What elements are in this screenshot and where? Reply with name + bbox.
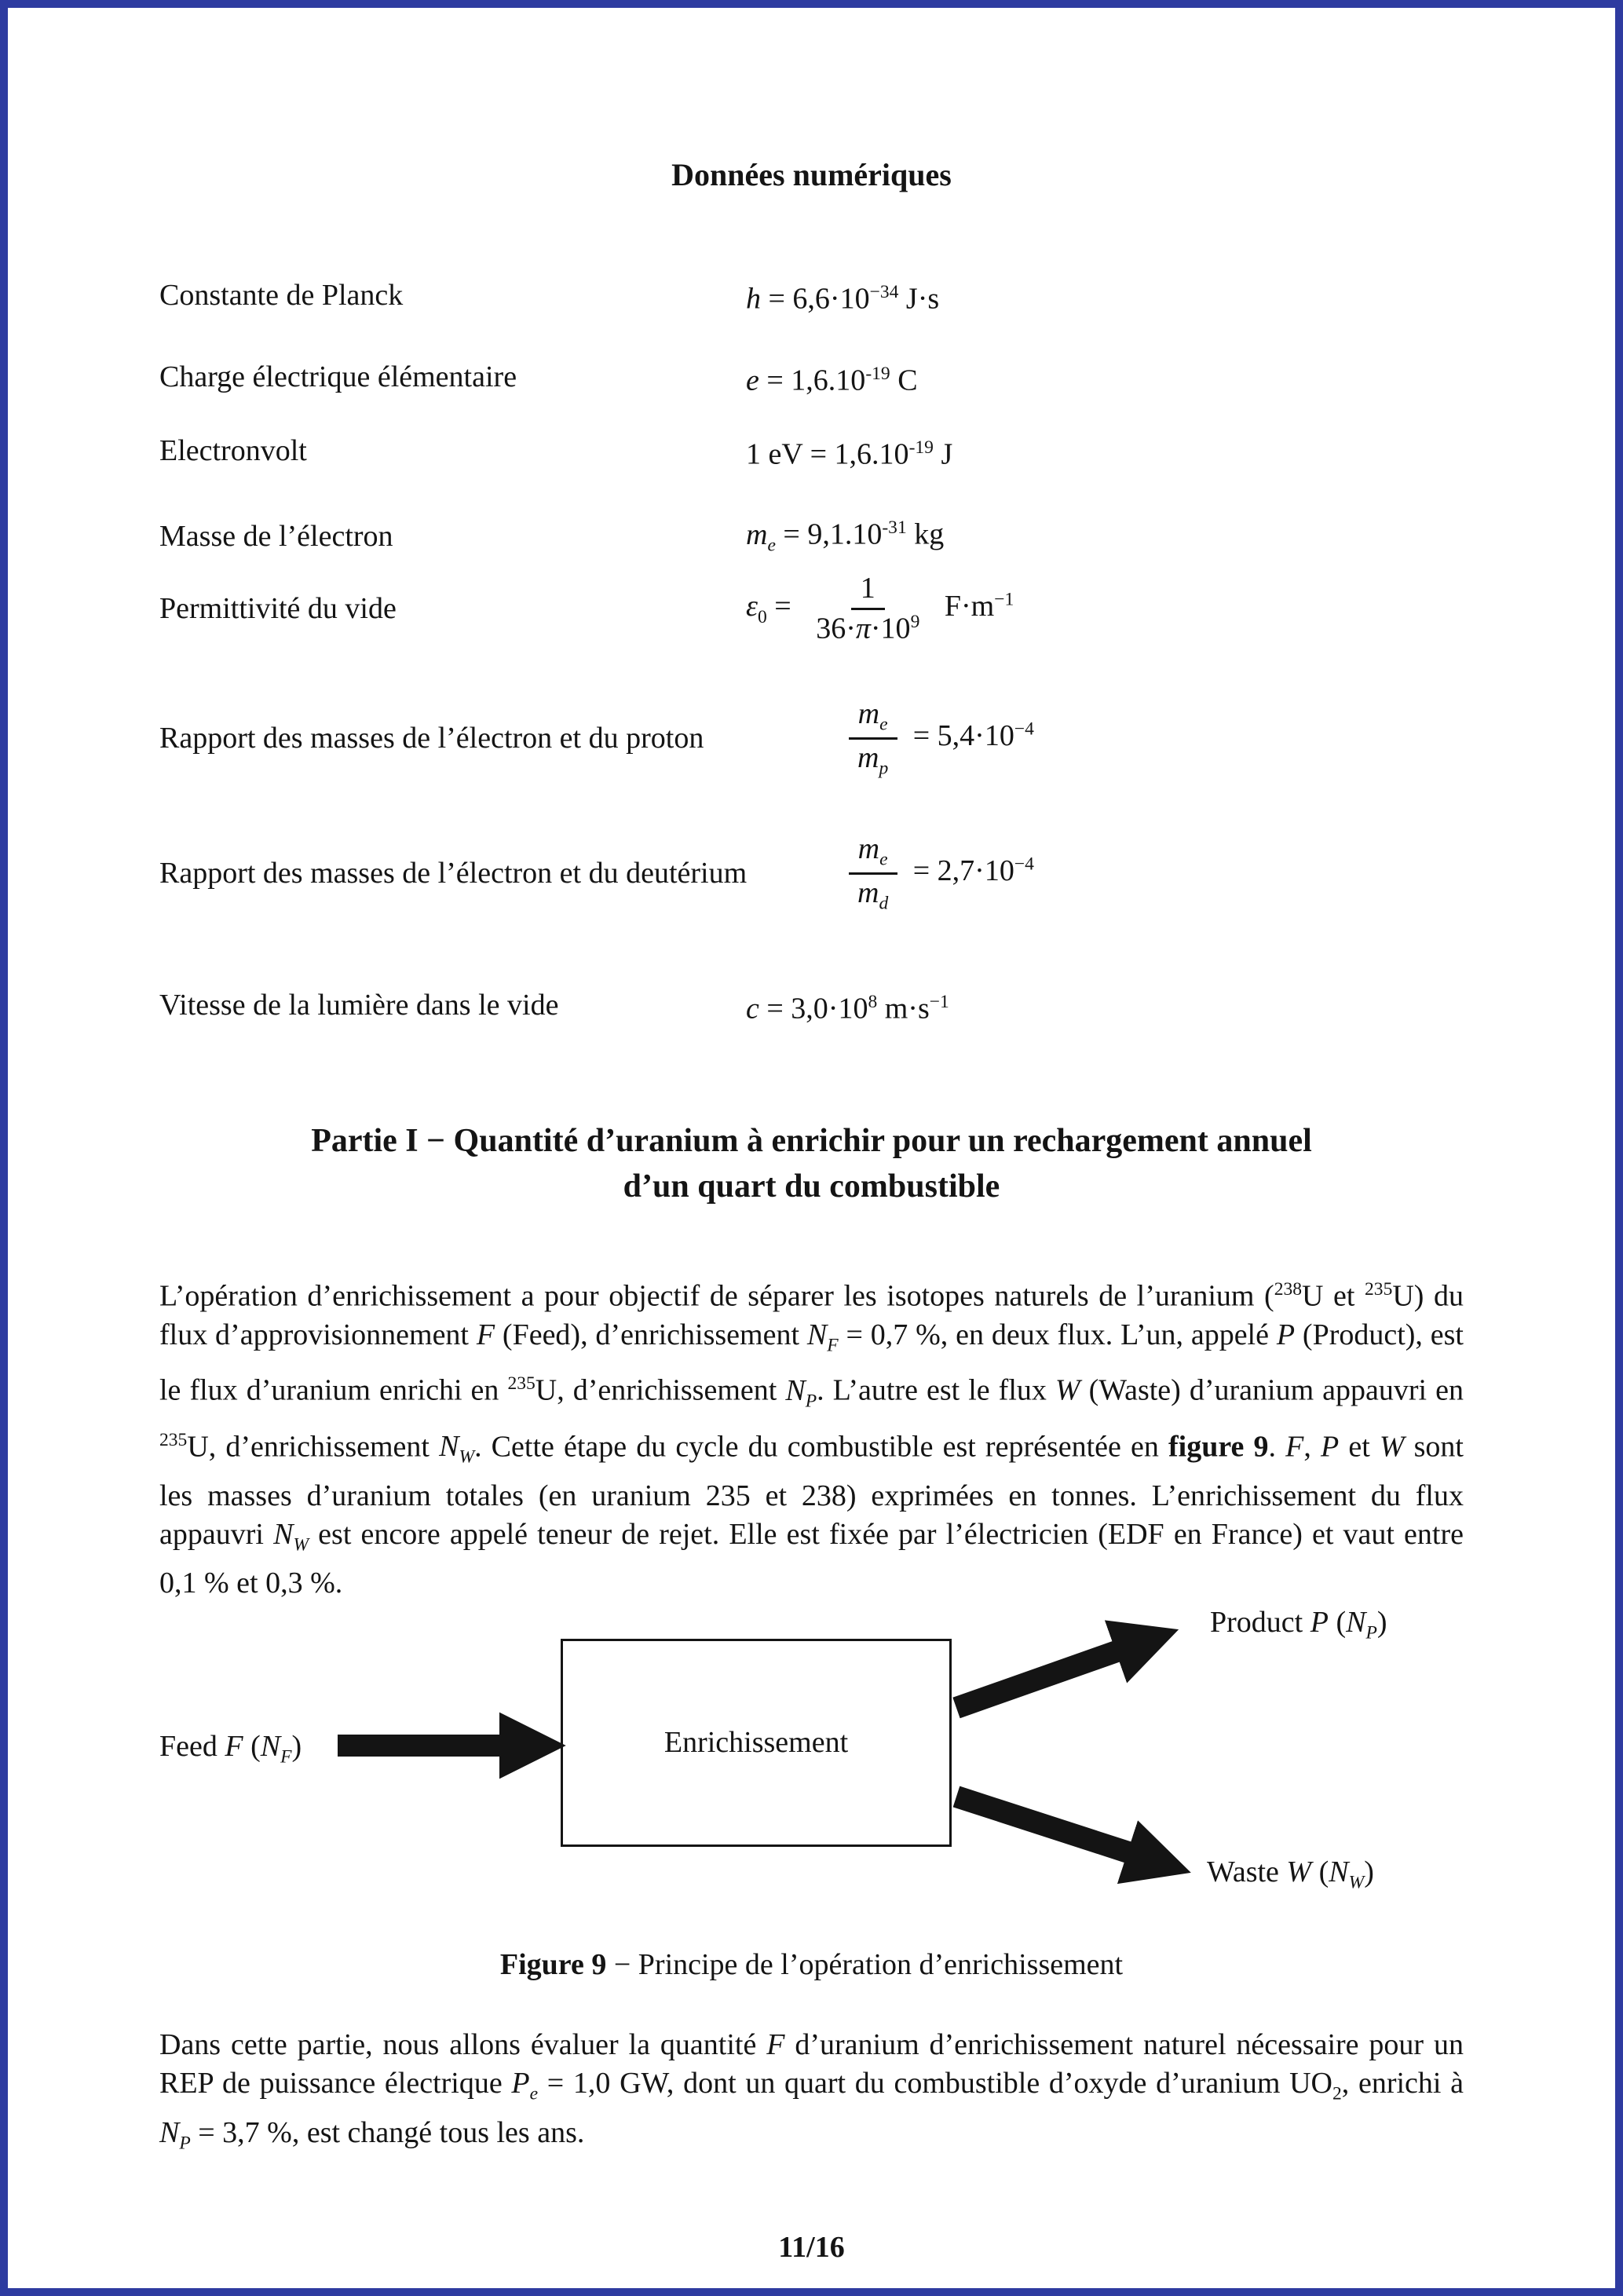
figure-9 <box>0 1594 1623 1932</box>
product-arrow-icon <box>956 1651 1119 1708</box>
constant-label: Masse de l’électron <box>159 520 393 554</box>
constant-formula: $\frac{m_e}{m_p}$ = $5,4\cdot 10^{-4}$ <box>840 697 1034 779</box>
page-number: 11/16 <box>778 2231 845 2264</box>
constant-label: Rapport des masses de l’électron et du proton <box>159 721 704 755</box>
paragraph-enrichment-intro: L’opération d’enrichissement a pour objectif de séparer les isotopes naturels de l’uranium ($^{238}$U et $^{235}$U) du flux d’approvisionnement F (Feed), d’enrichissement $N_F = 0,7$ %, en deux flux. L’un, appelé P (Product), est le flux d’uranium enrichi en $^{235}$U, d’enrichissement $N_P$. L’autre est le flux W (Waste) d’uranium appauvri en $^{235}$U, d’enrichissement $N_W$. Cette étape du cycle du combustible est représentée en figure 9. F, P et W sont les masses d’uranium totales (en uranium 235 et 238) exprimées en tonnes. L’enrichissement du flux appauvri $N_W$ est encore appelé teneur de rejet. Elle est fixée par l’électricien (EDF en France) et vaut entre 0,1 % et 0,3 %. <box>159 1279 1464 1600</box>
constant-row <box>159 983 1497 1029</box>
section-heading <box>0 1118 1623 1209</box>
constant-formula: $\varepsilon_0$ = $\frac{1}{36\cdot\pi\cdot 10^9}$ $F\cdot m^{-1}$ <box>746 572 1014 645</box>
constant-formula: $c = 3,0\cdot 10^8$ $m\cdot s^{-1}$ <box>746 992 949 1026</box>
constant-row <box>159 832 1497 914</box>
constant-formula: 1 eV = $1,6.10^{-19}$ J <box>746 437 953 471</box>
constant-row <box>159 429 1497 474</box>
waste-arrow-icon <box>956 1797 1131 1853</box>
constant-label: Rapport des masses de l’électron et du deutérium <box>159 856 748 890</box>
constant-row <box>159 509 1497 565</box>
constant-row <box>159 572 1497 646</box>
waste-label: Waste W $(N_W)$ <box>1207 1855 1374 1893</box>
enrichment-box-label: Enrichissement <box>663 1726 849 1759</box>
constant-label: Vitesse de la lumière dans le vide <box>159 989 559 1022</box>
constant-row <box>159 355 1497 400</box>
constant-row <box>159 273 1497 319</box>
constant-formula: $m_e = 9,1.10^{-31}$ kg <box>746 517 945 556</box>
page-title: Données numériques <box>671 157 952 192</box>
constant-formula: $e = 1,6.10^{-19}$ C <box>746 364 918 397</box>
constant-formula: $h = 6,6\cdot 10^{-34}$ J·s <box>746 282 940 316</box>
enrichment-box <box>561 1639 952 1847</box>
constant-label: Constante de Planck <box>159 279 404 313</box>
constant-label: Permittivité du vide <box>159 592 397 626</box>
product-label: Product P $(N_P)$ <box>1210 1606 1387 1643</box>
section-heading-line2: d’un quart du combustible <box>623 1168 1000 1205</box>
section-heading-line1: Partie I − Quantité d’uranium à enrichir pour un rechargement annuel <box>311 1123 1312 1159</box>
paragraph-part1-goal: Dans cette partie, nous allons évaluer la quantité F d’uranium d’enrichissement naturel nécessaire pour un REP de puissance électrique $P_e = 1,0$ GW, dont un quart du combustible d’oxyde d’uranium $UO_2$, enrichi à $N_P = 3,7$ %, est changé tous les ans. <box>159 2028 1464 2154</box>
constant-label: Charge électrique élémentaire <box>159 360 517 394</box>
constant-formula: $\frac{m_e}{m_d}$ = $2,7\cdot 10^{-4}$ <box>840 832 1034 914</box>
figure-caption: Figure 9 − Principe de l’opération d’enrichissement <box>499 1948 1124 1981</box>
constant-label: Electronvolt <box>159 434 307 468</box>
feed-label: Feed F $(N_F)$ <box>159 1730 302 1768</box>
constant-row <box>159 697 1497 779</box>
